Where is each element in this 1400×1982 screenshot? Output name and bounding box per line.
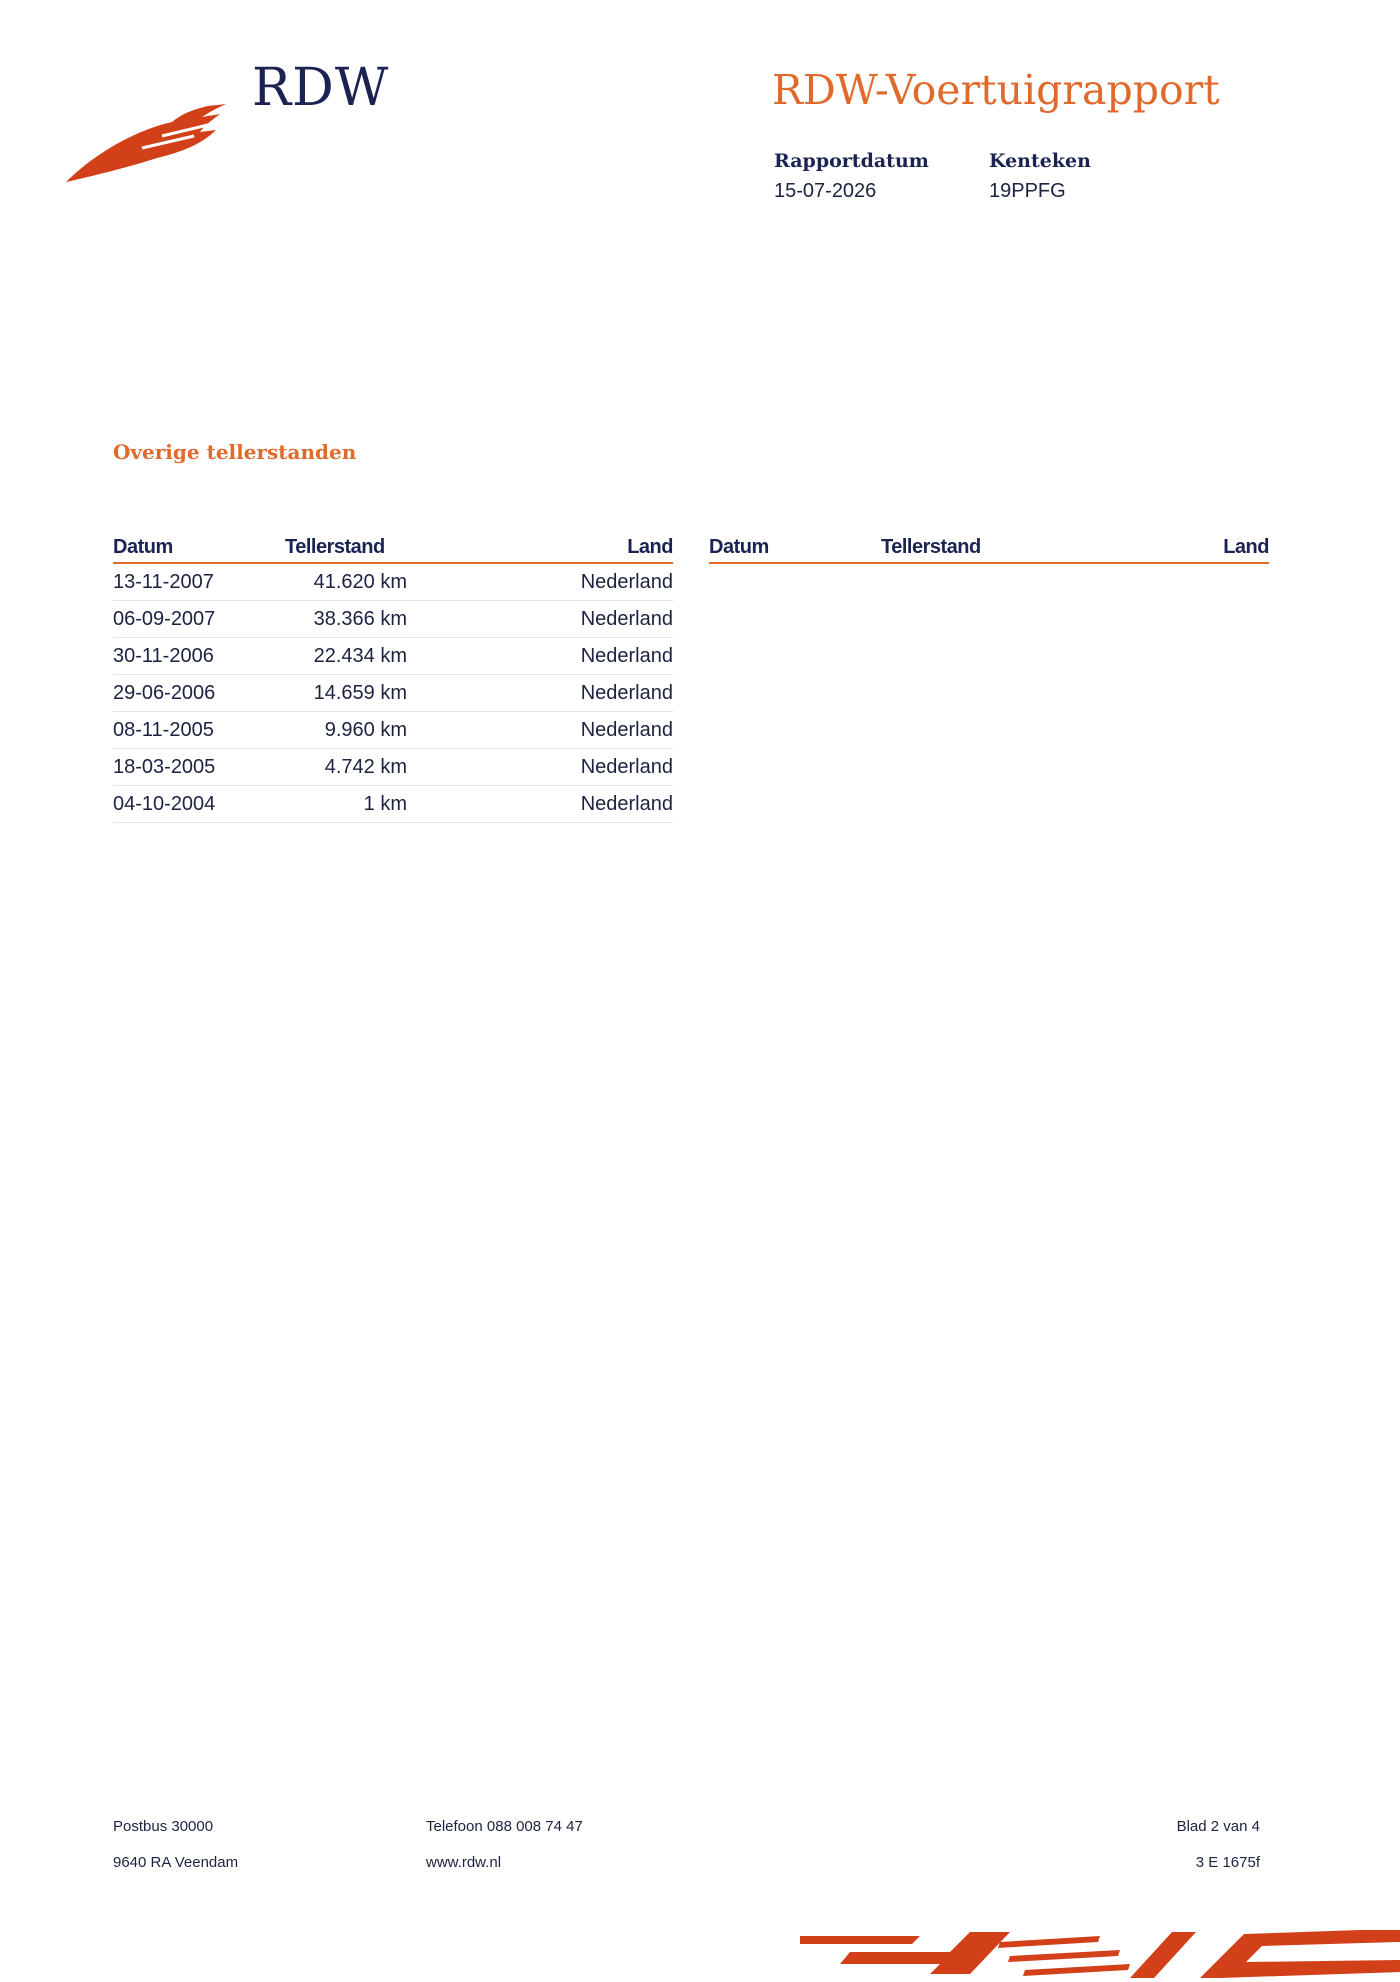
logo-text: RDW [252,58,390,118]
cell-tellerstand: 14.659 km [285,675,407,712]
cell-datum: 06-09-2007 [113,601,285,638]
col-datum: Datum [709,534,881,563]
cell-land: Nederland [407,601,673,638]
odometer-table-right [709,534,1269,564]
rdw-wing-icon [62,86,232,186]
rdw-logo [62,52,390,182]
footer-postbus: Postbus 30000 [113,1818,214,1835]
cell-tellerstand: 9.960 km [285,712,407,749]
cell-datum: 13-11-2007 [113,563,285,601]
table-row [113,712,673,749]
rdw-stripes-icon [800,1922,1400,1982]
footer-page: Blad 2 van 4 [1176,1818,1260,1835]
footer-phone: Telefoon 088 008 74 47 [426,1818,583,1835]
footer-code: 3 E 1675f [1195,1854,1260,1871]
report-date-value: 15-07-2026 [774,180,877,202]
cell-tellerstand: 1 km [285,786,407,823]
table-row [113,786,673,823]
table-row [113,749,673,786]
col-land: Land [407,534,673,563]
cell-land: Nederland [407,675,673,712]
report-date-block [774,150,929,203]
table-header-row [113,534,673,563]
cell-datum: 08-11-2005 [113,712,285,749]
table-header-row [709,534,1269,563]
col-datum: Datum [113,534,285,563]
cell-land: Nederland [407,786,673,823]
cell-datum: 29-06-2006 [113,675,285,712]
col-tellerstand: Tellerstand [285,534,407,563]
cell-tellerstand: 22.434 km [285,638,407,675]
section-title: Overige tellerstanden [113,440,357,464]
cell-datum: 04-10-2004 [113,786,285,823]
footer-address: 9640 RA Veendam [113,1854,239,1871]
table-row [113,675,673,712]
footer-website: www.rdw.nl [426,1854,502,1871]
cell-tellerstand: 41.620 km [285,563,407,601]
col-tellerstand: Tellerstand [881,534,1003,563]
cell-datum: 18-03-2005 [113,749,285,786]
odometer-table-left [113,534,673,823]
plate-block [989,150,1091,203]
page-title: RDW-Voertuigrapport [772,66,1220,114]
cell-land: Nederland [407,712,673,749]
plate-label: Kenteken [989,150,1091,172]
plate-value: 19PPFG [989,180,1066,202]
table-row [113,638,673,675]
cell-tellerstand: 38.366 km [285,601,407,638]
cell-land: Nederland [407,749,673,786]
cell-tellerstand: 4.742 km [285,749,407,786]
report-date-label: Rapportdatum [774,150,929,172]
table-row [113,601,673,638]
col-land: Land [1003,534,1269,563]
cell-land: Nederland [407,638,673,675]
cell-datum: 30-11-2006 [113,638,285,675]
table-row [113,563,673,601]
cell-land: Nederland [407,563,673,601]
